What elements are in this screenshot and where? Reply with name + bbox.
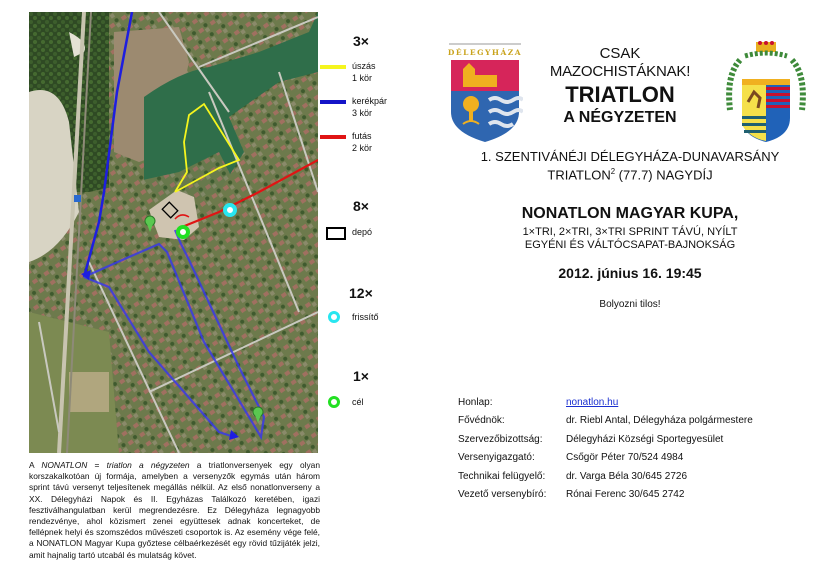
run-label: futás 2 kör (352, 131, 373, 153)
delegyhaza-coat-of-arms-icon (447, 42, 523, 144)
title-line1: CSAK (599, 45, 641, 62)
info-row-patron: Fővédnök: dr. Riebl Antal, Délegyháza polgármestere (458, 415, 753, 427)
swim-legend-line (320, 65, 346, 69)
event-title (530, 45, 710, 128)
info-row-technical: Technikai felügyelő: dr. Varga Béla 30/645 2726 (458, 470, 688, 482)
bus-stop-icon (74, 195, 81, 202)
title-line2: MAZOCHISTÁKNAK! (549, 63, 691, 80)
finish-label: cél (352, 397, 364, 407)
depot-box-icon (326, 227, 346, 240)
info-row-referee: Vezető versenybíró: Rónai Ferenc 30/645 2742 (458, 489, 685, 501)
swim-count: 3× (353, 33, 369, 49)
event-date: 2012. június 16. 19:45 (558, 265, 702, 281)
refresh-count: 12× (349, 285, 373, 301)
finish-marker (178, 227, 188, 237)
refresh-label: frissítő (352, 312, 379, 322)
website-link[interactable]: nonatlon.hu (566, 396, 619, 408)
cup-title: NONATLON MAGYAR KUPA, (521, 205, 739, 222)
depot-count: 8× (353, 198, 369, 214)
info-row-website: Honlap: nonatlon.hu (458, 396, 619, 408)
depot-label: depó (352, 227, 373, 237)
swim-label: úszás 1 kör (352, 61, 376, 83)
refresh-station-marker (225, 205, 235, 215)
satellite-map-image (29, 12, 318, 453)
bike-label: kerékpár 3 kör (352, 96, 388, 118)
map-legend (320, 0, 435, 458)
title-main: TRIATLON (565, 82, 675, 107)
event-subtitle (440, 149, 820, 182)
cup-description: 1×TRI, 2×TRI, 3×TRI SPRINT TÁVÚ, NYÍLT EGYÉNI ÉS VÁLTÓCSAPAT-BAJNOKSÁG (522, 226, 738, 251)
run-legend-line (320, 135, 346, 139)
description-paragraph: A NONATLON = triatlon a négyzeten a triatlonversenyek egy olyan korszakalkotóan új formája, amelyben a versenyzők egymás után három sprint távú versenyt teljesítenek megállás nélkül. Az első nonatlonverseny a XX. Délegyházi Napok és II. Egyházas Találkozó keretében, igazi fesztiválhangulatban kerül megrendezésre. Ez Délegyháza legnagyobb rendezvénye, ahol közismert zenei együttesek adnak koncerteket, de fellépnek helyi és szomszédos művészeti csoportok is. Az esemény vége felé, a NONATLON Magyar Kupa győztese célbaérkezését egy rövid tűzijáték jelzi, amit hajnalig tartó utcabál és mulatság követ. (29, 460, 320, 560)
subtitle-line2: TRIATLON$^2$ (77.7) NAGYDÍJ (547, 167, 713, 183)
finish-count: 1× (353, 368, 369, 384)
subtitle-line1: 1. SZENTIVÁNÉJI DÉLEGYHÁZA-DUNAVARSÁNY (480, 149, 780, 164)
dunavarsany-coat-of-arms-icon (720, 40, 812, 145)
info-row-director: Versenyigazgató: Csőgör Péter 70/524 4984 (458, 452, 684, 464)
organizer-info (458, 393, 753, 504)
crest-label: DÉLEGYHÁZA (447, 48, 523, 57)
info-row-committee: Szervezőbizottság: Délegyházi Községi Sportegyesület (458, 433, 724, 445)
route-map (29, 12, 318, 453)
refresh-dot-icon (328, 311, 340, 323)
title-line4: A NÉGYZETEN (563, 109, 677, 126)
notice-text: Bolyozni tilos! (599, 299, 661, 310)
bike-legend-line (320, 100, 346, 104)
finish-dot-icon (328, 396, 340, 408)
